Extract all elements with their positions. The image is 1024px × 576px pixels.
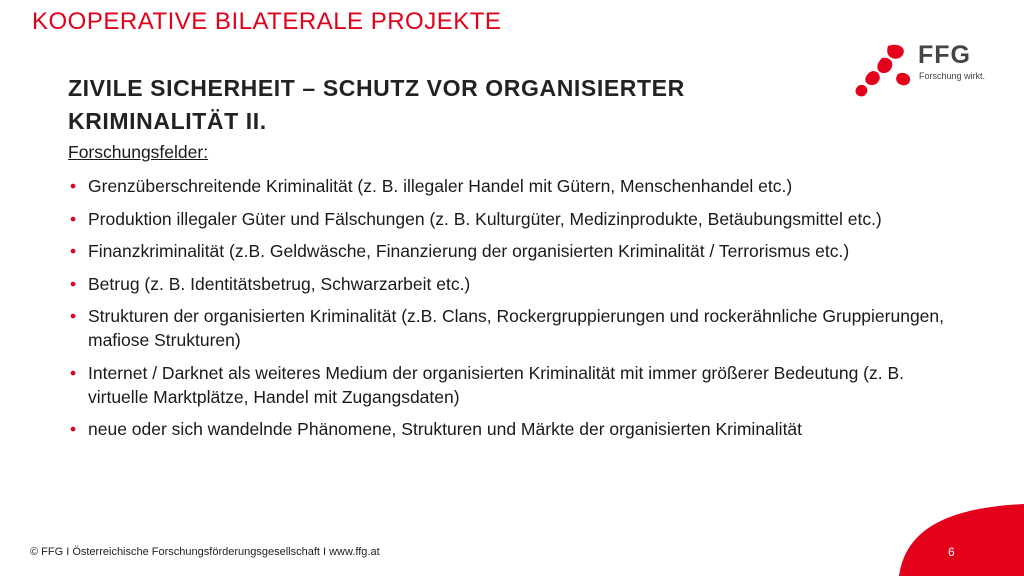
list-item-text: neue oder sich wandelnde Phänomene, Strukturen und Märkte der organisierten Kriminalität bbox=[88, 419, 803, 439]
slide-title bbox=[68, 72, 788, 138]
list-item bbox=[68, 417, 968, 441]
bullet-dot-icon: • bbox=[70, 306, 77, 326]
logo-text: FFG bbox=[918, 41, 971, 69]
logo-claim: Forschung wirkt. bbox=[919, 71, 986, 81]
list-item-text: Produktion illegaler Güter und Fälschungen (z. B. Kulturgüter, Medizinprodukte, Betäubungsmittel etc.) bbox=[88, 208, 882, 229]
list-item bbox=[68, 304, 968, 352]
list-item-text: Finanzkriminalität (z.B. Geldwäsche, Finanzierung der organisierten Kriminalität / Terrorismus etc.) bbox=[88, 241, 850, 261]
footer-copyright: © FFG I Österreichische Forschungsförderungsgesellschaft I www.ffg.at bbox=[30, 546, 380, 558]
list-item-text: Grenzüberschreitende Kriminalität (z. B. illegaler Handel mit Gütern, Menschenhandel etc.) bbox=[88, 176, 793, 196]
list-item bbox=[68, 361, 968, 409]
list-item-text: Betrug (z. B. Identitätsbetrug, Schwarzarbeit etc.) bbox=[88, 273, 471, 294]
list-item-text: Strukturen der organisierten Kriminalität (z.B. Clans, Rockergruppierungen und rockerähnliche Gruppierungen, mafiose Strukturen) bbox=[88, 306, 945, 350]
list-item bbox=[68, 207, 968, 231]
bullet-dot-icon: • bbox=[70, 208, 77, 229]
corner-accent-shape bbox=[899, 504, 1024, 576]
slide-title-line-1: ZIVILE SICHERHEIT – SCHUTZ VOR ORGANISIERTER bbox=[68, 75, 685, 101]
bullet-dot-icon: • bbox=[70, 241, 77, 261]
subheading: Forschungsfelder: bbox=[68, 142, 209, 162]
bullet-dot-icon: • bbox=[70, 176, 77, 196]
bullet-dot-icon: • bbox=[70, 362, 77, 383]
bullet-dot-icon: • bbox=[70, 273, 77, 294]
list-item-text: Internet / Darknet als weiteres Medium der organisierten Kriminalität mit immer größerer Bedeutung (z. B. virtuelle Marktplätze, Handel mit Zugangsdaten) bbox=[88, 362, 905, 407]
list-item bbox=[68, 239, 968, 263]
slide-title-line-2: KRIMINALITÄT II. bbox=[68, 108, 267, 134]
section-title: KOOPERATIVE BILATERALE PROJEKTE bbox=[32, 8, 502, 35]
list-item bbox=[68, 174, 968, 198]
content-body bbox=[68, 140, 968, 450]
list-item bbox=[68, 272, 968, 296]
bullet-list bbox=[68, 174, 968, 441]
bullet-dot-icon: • bbox=[70, 419, 77, 439]
page-number: 6 bbox=[948, 545, 955, 559]
